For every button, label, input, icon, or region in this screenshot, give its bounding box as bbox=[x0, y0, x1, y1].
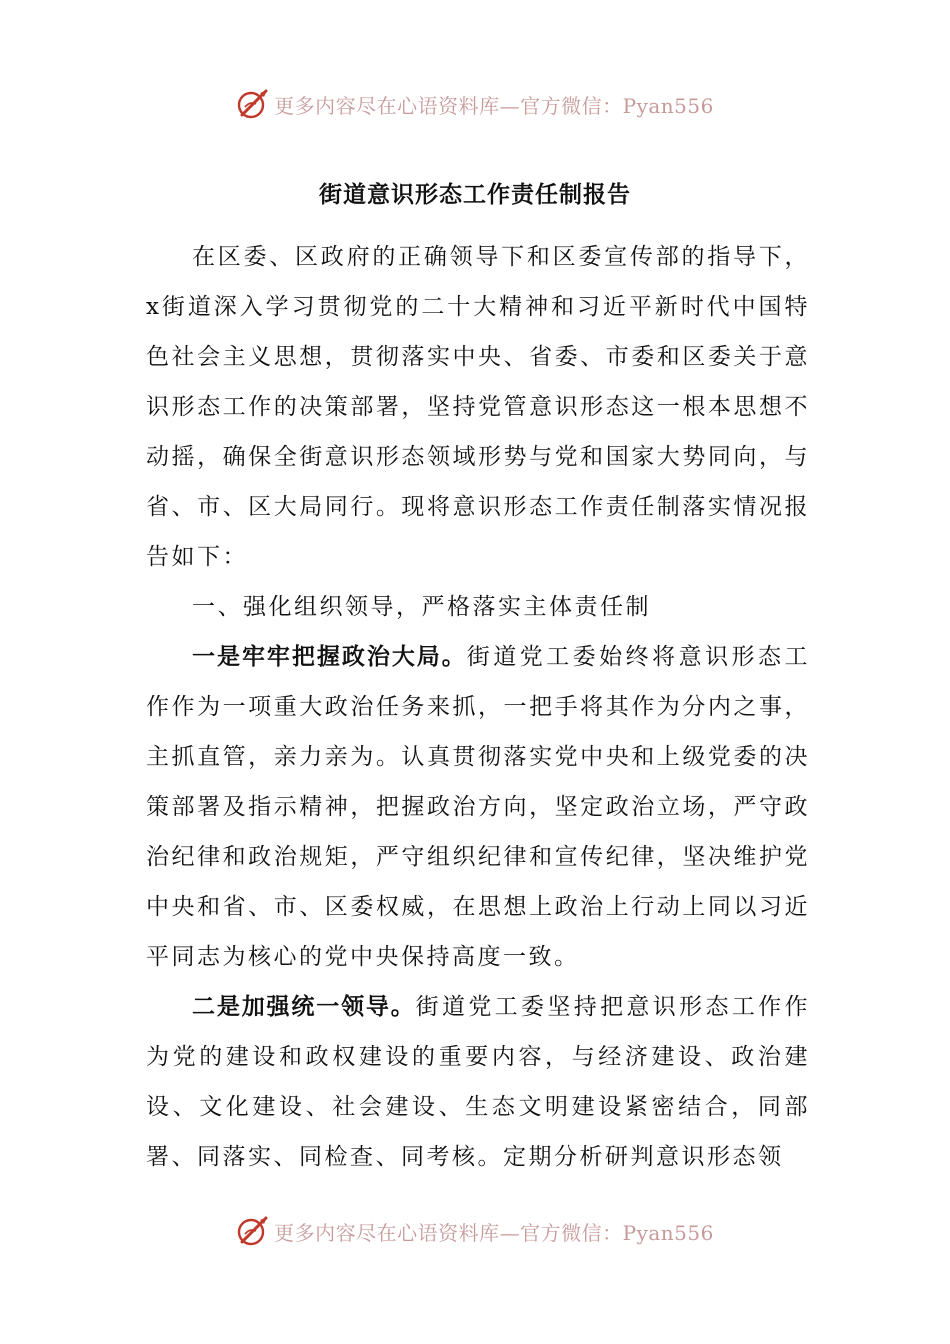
pen-logo-icon bbox=[236, 87, 270, 121]
document-body bbox=[146, 232, 810, 1182]
paragraph-1-body: 街道党工委始终将意识形态工作作为一项重大政治任务来抓，一把手将其作为分内之事，主抓直管，亲力亲为。认真贯彻落实党中央和上级党委的决策部署及指示精神，把握政治方向，坚定政治立场，严守政治纪律和政治规矩，严守组织纪律和宣传纪律，坚决维护党中央和省、市、区委权威，在思想上政治上行动上同以习近平同志为核心的党中央保持高度一致。 bbox=[146, 644, 811, 970]
paragraph-2-lead: 二是加强统一领导。 bbox=[192, 994, 416, 1020]
header-watermark bbox=[0, 84, 950, 124]
document-title: 街道意识形态工作责任制报告 bbox=[319, 182, 631, 208]
watermark-text: 更多内容尽在心语资料库—官方微信：Pyan556 bbox=[274, 1220, 714, 1245]
pen-logo-icon bbox=[236, 1214, 270, 1248]
footer-watermark bbox=[0, 1211, 950, 1251]
intro-paragraph: 在区委、区政府的正确领导下和区委宣传部的指导下，x街道深入学习贯彻党的二十大精神和习近平新时代中国特色社会主义思想，贯彻落实中央、省委、市委和区委关于意识形态工作的决策部署，坚持党管意识形态这一根本思想不动摇，确保全街意识形态领域形势与党和国家大势同向，与省、市、区大局同行。现将意识形态工作责任制落实情况报告如下： bbox=[146, 244, 810, 570]
paragraph-1-lead: 一是牢牢把握政治大局。 bbox=[192, 644, 467, 670]
paragraph-2 bbox=[146, 982, 810, 1182]
paragraph-2-body: 街道党工委坚持把意识形态工作作为党的建设和政权建设的重要内容，与经济建设、政治建设、文化建设、社会建设、生态文明建设紧密结合，同部署、同落实、同检查、同考核。定期分析研判意识形态领 bbox=[146, 994, 811, 1170]
paragraph-1 bbox=[146, 632, 810, 982]
section-heading: 一、强化组织领导，严格落实主体责任制 bbox=[192, 594, 651, 620]
watermark-text: 更多内容尽在心语资料库—官方微信：Pyan556 bbox=[274, 93, 714, 118]
